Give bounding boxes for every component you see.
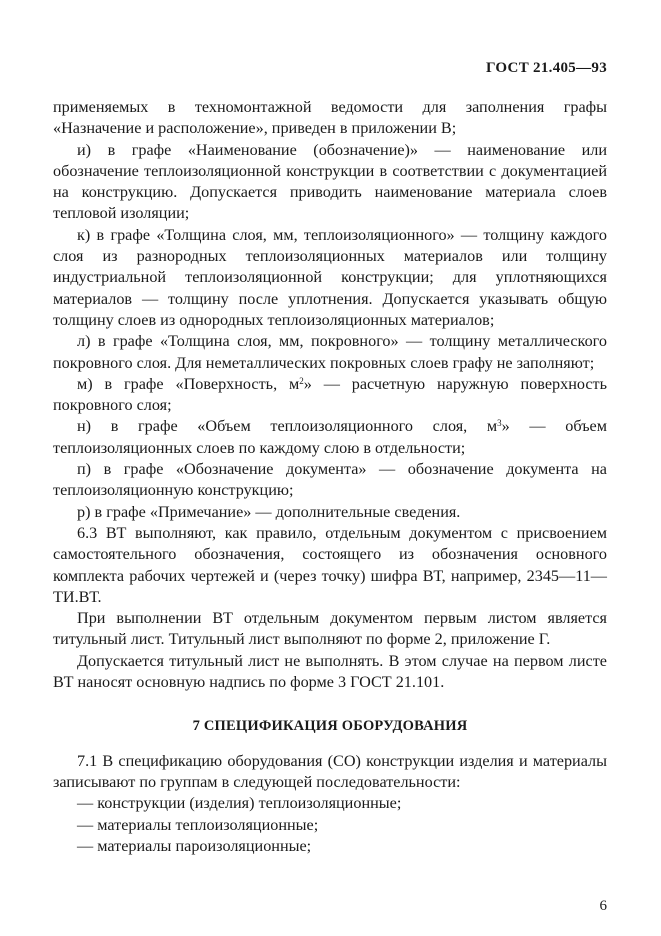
- page-number: 6: [599, 898, 607, 914]
- paragraph-item-l: л) в графе «Толщина слоя, мм, покровного» — толщину металлического покровного слоя. Для неметаллических покровных слоев графу не заполняют;: [53, 332, 607, 372]
- page-content: [53, 97, 607, 857]
- superscript-3: 3: [497, 418, 502, 429]
- paragraph-item-n: [53, 416, 607, 459]
- paragraph-continuation: применяемых в техномонтажной ведомости для заполнения графы «Назначение и расположение», приведен в приложении В;: [53, 98, 607, 138]
- section-7-title: 7 СПЕЦИФИКАЦИЯ ОБОРУДОВАНИЯ: [192, 718, 468, 735]
- paragraph-item-m-text-before: м) в графе «Поверхность, м: [77, 374, 300, 393]
- superscript-2: 2: [299, 375, 304, 386]
- paragraph-item-n-text-before: н) в графе «Объем теплоизоляционного слоя, м: [77, 417, 498, 436]
- paragraph-title-sheet-optional: Допускается титульный лист не выполнять. В этом случае на первом листе ВТ наносят основную надпись по форме 3 ГОСТ 21.101.: [53, 651, 607, 692]
- paragraph-item-m: [53, 374, 607, 417]
- paragraph-7-1: 7.1 В спецификацию оборудования (СО) конструкции изделия и материалы записывают по группам в следующей последовательности:: [53, 751, 607, 791]
- list-item: — материалы пароизоляционные;: [77, 836, 312, 855]
- paragraph-item-r: р) в графе «Примечание» — дополнительные сведения.: [77, 502, 461, 521]
- paragraph-first-sheet: При выполнении ВТ отдельным документом первым листом является титульный лист. Титульный лист выполняют по форме 2, приложение Г.: [53, 609, 607, 649]
- paragraph-item-m-text-after: » — расчетную наружную поверхность покровного слоя;: [53, 374, 607, 415]
- paragraph-item-p: п) в графе «Обозначение документа» — обозначение документа на теплоизоляционную конструкцию;: [53, 460, 607, 500]
- paragraph-6-3: 6.3 ВТ выполняют, как правило, отдельным документом с присвоением самостоятельного обозначения, состоящего из обозначения основного комплекта рабочих чертежей и (через точку) шифра ВТ, например, 2345—11—ТИ.ВТ.: [53, 523, 607, 606]
- paragraph-item-i: и) в графе «Наименование (обозначение)» — наименование или обозначение теплоизоляционной конструкции в соответствии с документацией на конструкцию. Допускается приводить наименование материала слоев тепловой изоляции;: [53, 140, 607, 223]
- page-header-doc-code: ГОСТ 21.405—93: [485, 60, 607, 76]
- paragraph-item-k: к) в графе «Толщина слоя, мм, теплоизоляционного» — толщину каждого слоя из разнородных теплоизоляционных материалов или толщину индустриальной теплоизоляционной конструкции; для уплотняющихся материалов — толщину после уплотнения. Допускается указывать общую толщину слоев из однородных теплоизоляционных материалов;: [53, 225, 607, 329]
- list-item: — конструкции (изделия) теплоизоляционные;: [77, 794, 402, 813]
- paragraph-item-n-text-after: » — объем теплоизоляционных слоев по каждому слою в отдельности;: [53, 417, 607, 457]
- list-item: — материалы теплоизоляционные;: [77, 815, 319, 834]
